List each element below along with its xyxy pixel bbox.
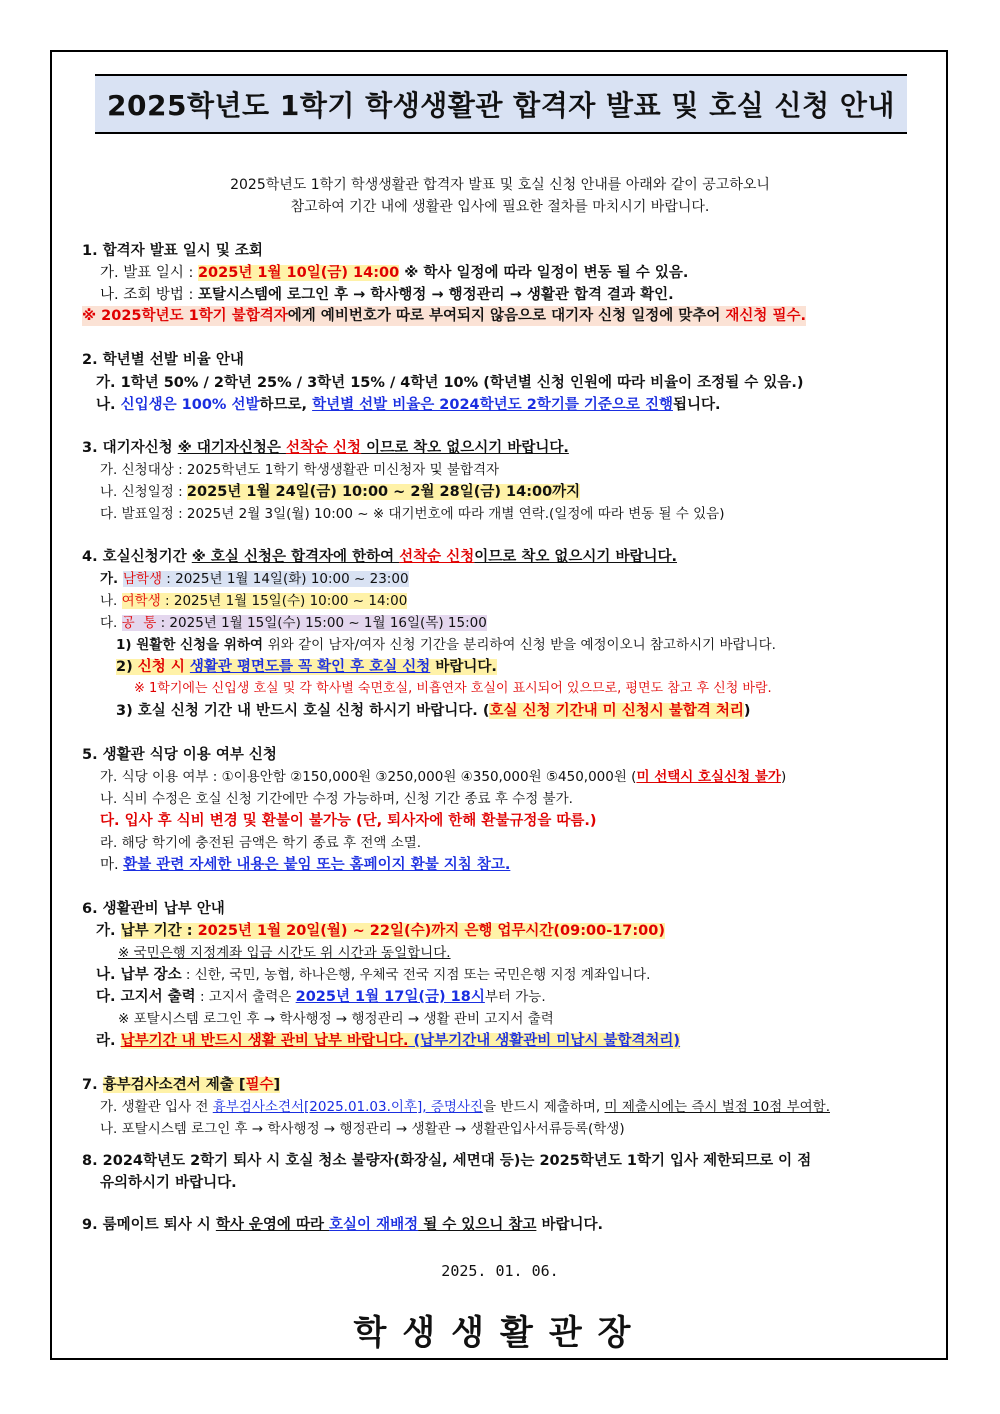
section-4-note-end: 이므로 착오 없으시기 바랍니다.: [474, 549, 678, 565]
section-6-item-d: [96, 1031, 680, 1051]
common-label: 공 통: [121, 615, 157, 631]
section-6-item-a-prefix: 가.: [96, 923, 121, 939]
payment-period-label: 납부 기간: [120, 923, 182, 939]
bill-print-label: 다. 고지서 출력: [96, 989, 196, 1005]
section-8-line-1: 8. 2024학년도 2학기 퇴사 시 호실 청소 불량자(화장실, 세면대 등)는 2025학년도 1학기 입사 제한되므로 이 점: [82, 1153, 812, 1169]
notice-date: 2025. 01. 06.: [441, 1262, 559, 1280]
section-3-note-end: 이므로 착오 없으시기 바랍니다.: [361, 440, 569, 456]
section-5-item-a-end: ): [780, 769, 787, 785]
section-4-item-b-label: 나.: [100, 593, 122, 609]
section-4-note-3: [116, 701, 751, 721]
signature-title: 학생생활관장: [353, 1313, 647, 1353]
section-3-item-a: 가. 신청대상 : 2025학년도 1학기 학생생활관 미신청자 및 불합격자: [100, 462, 500, 478]
section-1-heading: 1. 합격자 발표 일시 및 조회: [82, 243, 263, 259]
section-3-heading: [82, 438, 569, 458]
section-7-number: 7.: [82, 1077, 103, 1093]
section-4-note-1-bold: 1) 원활한 신청을 위하여: [116, 637, 268, 653]
intro-line-2: 참고하여 기간 내에 생활관 입사에 필요한 절차를 마치시기 바랍니다.: [290, 199, 710, 215]
section-4-note-2: [116, 657, 497, 677]
section-4-item-c-label: 다.: [100, 615, 122, 631]
payment-period-sep: :: [181, 923, 198, 939]
section-1-notice-end: 재신청 필수.: [725, 308, 806, 324]
title-banner: [95, 74, 907, 134]
section-6-heading: 6. 생활관비 납부 안내: [82, 901, 225, 917]
section-9-end: 바랍니다.: [536, 1217, 603, 1233]
payment-required-note: 납부기간 내 반드시 생활 관비 납부 바랍니다.: [120, 1033, 409, 1049]
room-reassignment: 호실이 재배정: [329, 1217, 419, 1233]
section-3-note-red: 선착순 신청: [285, 440, 362, 456]
section-1-item-b: [100, 285, 674, 305]
section-5-item-c: 다. 입사 후 식비 변경 및 환불이 불가능 (단, 퇴사자에 한해 환불규정을 따름.): [100, 813, 597, 829]
section-9-line: [82, 1215, 603, 1235]
waitlist-schedule: 2025년 1월 24일(금) 10:00 ~ 2월 28일(금) 14:00까지: [186, 484, 581, 500]
floorplan-check-note: 생활관 평면도를 꼭 확인 후 호실 신청: [189, 659, 431, 675]
section-1-notice-middle: 에게 예비번호가 따로 부여되지 않음으로 대기자 신청 일정에 맞추어: [287, 308, 726, 324]
section-2-item-b-label: 나.: [96, 397, 121, 413]
section-5-item-e-label: 마.: [100, 857, 124, 873]
section-9-underline-2: 될 수 있으니 참고: [418, 1217, 537, 1233]
section-3-title: 3. 대기자신청: [82, 440, 178, 456]
section-2-item-b-end: 됩니다.: [672, 397, 721, 413]
section-4-title: 4. 호실신청기간: [82, 549, 192, 565]
section-2-item-a: 가. 1학년 50% / 2학년 25% / 3학년 15% / 4학년 10% (학년별 신청 인원에 따라 비율이 조정될 수 있음.): [96, 375, 804, 391]
section-6-item-b: [96, 965, 650, 985]
section-4-note-3-end: ): [743, 703, 751, 719]
section-2-item-b-mid: 하므로,: [259, 397, 313, 413]
section-3-item-c: 다. 발표일정 : 2025년 2월 3일(월) 10:00 ~ ※ 대기번호에 따라 개별 연락.(일정에 따라 변동 될 수 있음): [100, 506, 725, 522]
section-6-item-c: [96, 987, 546, 1007]
section-7-title: 흉부검사소견서 제출 [: [102, 1077, 246, 1093]
section-2-item-b: [96, 395, 721, 415]
section-5-heading: 5. 생활관 식당 이용 여부 신청: [82, 747, 277, 763]
section-4-note-2-end: 바랍니다.: [430, 659, 497, 675]
section-5-item-e: [100, 855, 510, 875]
section-1-item-a: [100, 263, 688, 283]
section-2-heading: 2. 학년별 선발 비율 안내: [82, 352, 244, 368]
section-1-notice-start: ※ 2025학년도 1학기 불합격자: [82, 308, 288, 324]
meal-required-note: 미 선택시 호실신청 불가: [636, 769, 781, 785]
section-5-item-b: 나. 식비 수정은 호실 신청 기간에만 수정 가능하며, 신청 기간 종료 후 수정 불가.: [100, 791, 573, 807]
meal-options: 가. 식당 이용 여부 : ①이용안함 ②150,000원 ③250,000원 ④350,000원 ⑤450,000원 (: [100, 769, 637, 785]
section-4-note-start: ※ 호실 신청은 합격자에 한하여: [191, 549, 400, 565]
section-7-item-a: [100, 1097, 830, 1117]
unpaid-fail-note: (납부기간내 생활관비 미납시 불합격처리): [408, 1033, 681, 1049]
section-4-item-a: [100, 569, 409, 589]
common-schedule: : 2025년 1월 15일(수) 15:00 ~ 1월 16일(목) 15:00: [156, 615, 487, 631]
payment-place-label: 나. 납부 장소: [96, 967, 182, 983]
female-label: 여학생: [121, 593, 161, 609]
section-4-note-1-text: 위와 같이 남자/여자 신청 기간을 분리하여 신청 받을 예정이오니 참고하시기 바랍니다.: [267, 637, 776, 653]
section-4-note-3-red: 호실 신청 기간내 미 신청시 불합격 처리: [489, 703, 744, 719]
intro-line-1: 2025학년도 1학기 학생생활관 합격자 발표 및 호실 신청 안내를 아래와 같이 공고하오니: [230, 177, 770, 193]
male-schedule: : 2025년 1월 14일(화) 10:00 ~ 23:00: [162, 571, 409, 587]
announcement-note: ※ 학사 일정에 따라 일정이 변동 될 수 있음.: [399, 265, 689, 281]
section-6-item-a-note: ※ 국민은행 지정계좌 입금 시간도 위 시간과 동일합니다.: [118, 945, 451, 961]
section-1-item-b-label: 나. 조회 방법 :: [100, 287, 198, 303]
section-4-note-2-number: 2): [116, 659, 138, 675]
penalty-note: 미 제출시에는 즉시 벌점 10점 부여함.: [604, 1099, 830, 1115]
section-3-note-start: ※ 대기자신청은: [177, 440, 286, 456]
section-7-title-end: ]: [273, 1077, 281, 1093]
freshman-ratio: 신입생은 100% 선발: [120, 397, 260, 413]
section-4-note-3-text: 3) 호실 신청 기간 내 반드시 호실 신청 하시기 바랍니다. (: [116, 703, 490, 719]
refund-guide-note: 환불 관련 자세한 내용은 붙임 또는 홈페이지 환불 지침 참고.: [123, 857, 511, 873]
section-4-note-red: 선착순 신청: [399, 549, 475, 565]
section-6-item-c-note: ※ 포탈시스템 로그인 후 → 학사행정 → 행정관리 → 생활 관비 고지서 출력: [118, 1011, 554, 1027]
required-tag: 필수: [245, 1077, 274, 1093]
section-4-note-2-sub: ※ 1학기에는 신입생 호실 및 각 학사별 숙면호실, 비흡연자 호실이 표시되어 있으므로, 평면도 참고 후 신청 바람.: [134, 681, 772, 696]
section-9-underline-1: 학사 운영에 따라: [215, 1217, 330, 1233]
bill-print-end: 부터 가능.: [484, 989, 546, 1005]
male-label: 남학생: [122, 571, 162, 587]
section-7-item-a-mid: 을 반드시 제출하며,: [483, 1099, 605, 1115]
section-7-heading: [82, 1075, 280, 1095]
intro-paragraph: [80, 174, 920, 218]
section-1-item-a-label: 가. 발표 일시 :: [100, 265, 198, 281]
section-7-item-b: 나. 포탈시스템 로그인 후 → 학사행정 → 행정관리 → 생활관 → 생활관입사서류등록(학생): [100, 1121, 625, 1137]
payment-period: 2025년 1월 20일(월) ~ 22일(수)까지 은행 업무시간(09:00-17:00): [197, 923, 665, 939]
section-4-heading: [82, 547, 677, 567]
section-4-item-b: [100, 591, 407, 611]
section-5-item-a: [100, 767, 786, 787]
grade-ratio-basis: 학년별 선발 비율은 2024학년도 2학기를 기준으로 진행: [312, 397, 673, 413]
section-5-item-d: 라. 해당 학기에 충전된 금액은 학기 종료 후 전액 소멸.: [100, 835, 422, 851]
section-9-start: 9. 룸메이트 퇴사 시: [82, 1217, 216, 1233]
section-8-line-2: 유의하시기 바랍니다.: [100, 1175, 237, 1191]
section-4-note-1: [116, 635, 776, 655]
female-schedule: : 2025년 1월 15일(수) 10:00 ~ 14:00: [160, 593, 408, 609]
section-6-item-a: [96, 921, 665, 941]
announcement-date: 2025년 1월 10일(금) 14:00: [197, 265, 400, 281]
section-6-item-d-prefix: 라.: [96, 1033, 121, 1049]
page-title: 2025학년도 1학기 학생생활관 합격자 발표 및 호실 신청 안내: [107, 89, 895, 122]
section-3-item-b: [100, 482, 580, 502]
section-1-notice: [82, 306, 806, 326]
section-3-item-b-label: 나. 신청일정 :: [100, 484, 187, 500]
payment-place: : 신한, 국민, 농협, 하나은행, 우체국 전국 지점 또는 국민은행 지정 계좌입니다.: [181, 967, 651, 983]
bill-print-text: : 고지서 출력은: [195, 989, 296, 1005]
section-4-note-2-red: 신청 시: [137, 659, 190, 675]
section-7-item-a-text: 가. 생활관 입사 전: [100, 1099, 213, 1115]
bill-print-date: 2025년 1월 17일(금) 18시: [295, 989, 485, 1005]
required-documents: 흉부검사소견서[2025.01.03.이후], 증명사진: [212, 1099, 483, 1115]
lookup-method: 포탈시스템에 로그인 후 → 학사행정 → 행정관리 → 생활관 합격 결과 확인.: [197, 287, 674, 303]
section-4-item-c: [100, 613, 487, 633]
section-4-item-a-label: 가.: [100, 571, 123, 587]
